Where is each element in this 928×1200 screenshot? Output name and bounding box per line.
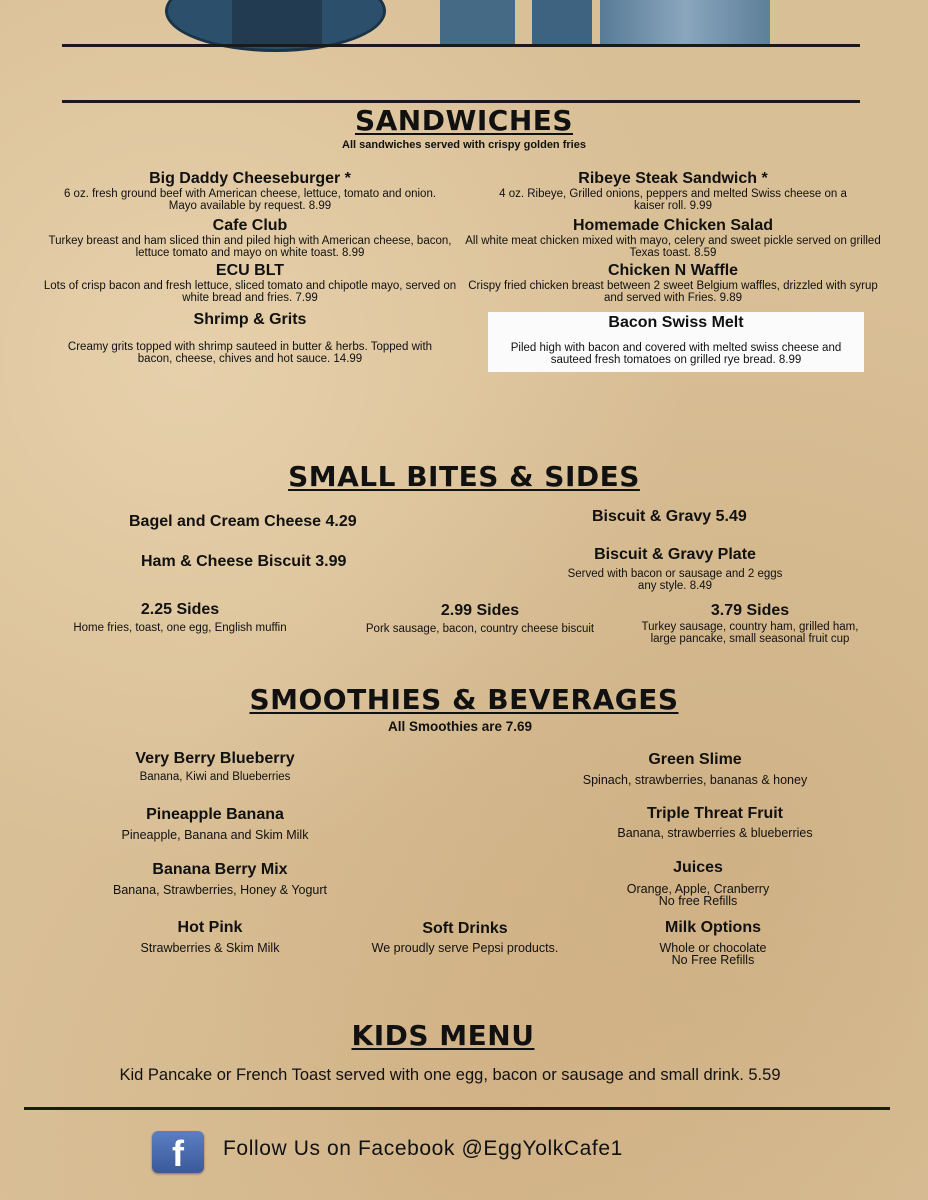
item-name: Homemade Chicken Salad xyxy=(572,217,774,234)
item-desc: Orange, Apple, Cranberry xyxy=(626,882,770,896)
item-desc: Home fries, toast, one egg, English muffin xyxy=(73,622,287,634)
item-name: 3.79 Sides xyxy=(710,602,790,619)
item-name: Soft Drinks xyxy=(422,920,508,937)
item-name: Shrimp & Grits xyxy=(193,311,307,328)
item-desc: Spinach, strawberries, bananas & honey xyxy=(582,773,808,787)
smoothie-item xyxy=(540,751,850,786)
item-name: Chicken N Waffle xyxy=(607,262,739,279)
menu-item xyxy=(40,311,460,365)
menu-item xyxy=(468,170,878,212)
item-desc: Creamy grits topped with shrimp sauteed in butter & herbs. Topped with bacon, cheese, chives and hot sauce. 14.99 xyxy=(67,341,433,365)
item-name: Very Berry Blueberry xyxy=(135,750,295,767)
sides-item xyxy=(50,601,310,634)
item-name: Biscuit & Gravy Plate xyxy=(594,546,756,563)
item-name: Milk Options xyxy=(665,919,761,936)
menu-item-featured xyxy=(488,312,864,372)
item-name: Hot Pink xyxy=(177,919,243,936)
smoothie-item xyxy=(600,919,826,966)
smoothies-title: SMOOTHIES & BEVERAGES xyxy=(249,683,679,716)
item-desc: Piled high with bacon and covered with melted swiss cheese and sauteed fresh tomatoes on grilled rye bread. 8.99 xyxy=(510,342,842,366)
menu-item xyxy=(468,262,878,304)
smoothie-item xyxy=(350,920,580,954)
item-name: Green Slime xyxy=(648,751,742,768)
menu-item xyxy=(458,217,888,259)
item-desc: 4 oz. Ribeye, Grilled onions, peppers and melted Swiss cheese on a kaiser roll. 9.99 xyxy=(499,188,847,212)
small-bites-title: SMALL BITES & SIDES xyxy=(288,460,640,493)
item-desc: Banana, strawberries & blueberries xyxy=(617,826,813,840)
item-desc: Banana, Strawberries, Honey & Yogurt xyxy=(112,883,328,897)
item-desc: Strawberries & Skim Milk xyxy=(140,941,280,955)
item-name: Pineapple Banana xyxy=(146,806,284,823)
item-desc: Crispy fried chicken breast between 2 sweet Belgium waffles, drizzled with syrup and served with Fries. 9.89 xyxy=(468,280,878,304)
item-desc: Turkey breast and ham sliced thin and piled high with American cheese, bacon, lettuce tomato and mayo on white toast. 8.99 xyxy=(48,235,452,259)
kids-title: KIDS MENU xyxy=(351,1019,535,1052)
bagel-item: Bagel and Cream Cheese 4.29 xyxy=(129,513,357,530)
item-name: Bacon Swiss Melt xyxy=(608,314,744,331)
menu-item xyxy=(40,262,460,304)
item-desc: 6 oz. fresh ground beef with American cheese, lettuce, tomato and onion. Mayo available by request. 8.99 xyxy=(63,188,437,212)
smoothie-item xyxy=(60,806,370,841)
smoothie-item xyxy=(560,859,836,907)
item-desc: Banana, Kiwi and Blueberries xyxy=(139,771,291,783)
smoothie-item xyxy=(60,919,360,954)
item-name: Big Daddy Cheeseburger * xyxy=(149,170,351,187)
sandwiches-title: SANDWICHES xyxy=(354,104,574,137)
item-desc: We proudly serve Pepsi products. xyxy=(371,941,559,955)
footer-divider xyxy=(24,1107,890,1110)
sides-item xyxy=(350,602,610,635)
smoothie-item xyxy=(60,861,380,896)
item-desc: All white meat chicken mixed with mayo, celery and sweet pickle served on grilled Texas toast. 8.59 xyxy=(465,235,881,259)
item-name: 2.25 Sides xyxy=(140,601,220,618)
item-desc: Turkey sausage, country ham, grilled ham, large pancake, small seasonal fruit cup xyxy=(641,621,859,645)
item-name: 2.99 Sides xyxy=(440,602,520,619)
menu-item xyxy=(40,217,460,259)
sandwiches-subtitle: All sandwiches served with crispy golden fries xyxy=(342,139,586,151)
smoothie-item xyxy=(560,805,870,839)
item-desc: Whole or chocolate xyxy=(659,941,767,955)
item-name: Juices xyxy=(673,859,723,876)
item-name: ECU BLT xyxy=(215,262,285,279)
item-name: Ribeye Steak Sandwich * xyxy=(578,170,768,187)
item-desc-2: No free Refills xyxy=(658,894,738,908)
biscuit-gravy-plate xyxy=(520,546,830,592)
item-desc: Served with bacon or sausage and 2 eggs any style. 8.49 xyxy=(567,568,783,592)
item-desc: Pineapple, Banana and Skim Milk xyxy=(121,828,309,842)
sides-item xyxy=(640,602,860,645)
sandwiches-divider xyxy=(62,100,860,103)
item-name: Cafe Club xyxy=(212,217,288,234)
item-name: Banana Berry Mix xyxy=(152,861,288,878)
smoothies-subtitle: All Smoothies are 7.69 xyxy=(387,719,533,734)
kids-desc: Kid Pancake or French Toast served with one egg, bacon or sausage and small drink. 5.59 xyxy=(119,1066,781,1084)
smoothie-item xyxy=(60,750,370,783)
item-name: Triple Threat Fruit xyxy=(646,805,783,822)
item-desc-2: No Free Refills xyxy=(671,953,755,967)
facebook-icon[interactable]: f xyxy=(152,1131,204,1173)
item-desc: Lots of crisp bacon and fresh lettuce, sliced tomato and chipotle mayo, served on white bread and fries. 7.99 xyxy=(43,280,457,304)
top-decorative-image xyxy=(0,0,928,46)
item-desc: Pork sausage, bacon, country cheese biscuit xyxy=(365,623,595,635)
menu-item xyxy=(40,170,460,212)
ham-biscuit-item: Ham & Cheese Biscuit 3.99 xyxy=(141,553,347,570)
facebook-follow-text[interactable]: Follow Us on Facebook @EggYolkCafe1 xyxy=(223,1137,623,1160)
top-divider xyxy=(62,44,860,47)
biscuit-gravy-item: Biscuit & Gravy 5.49 xyxy=(592,508,747,525)
